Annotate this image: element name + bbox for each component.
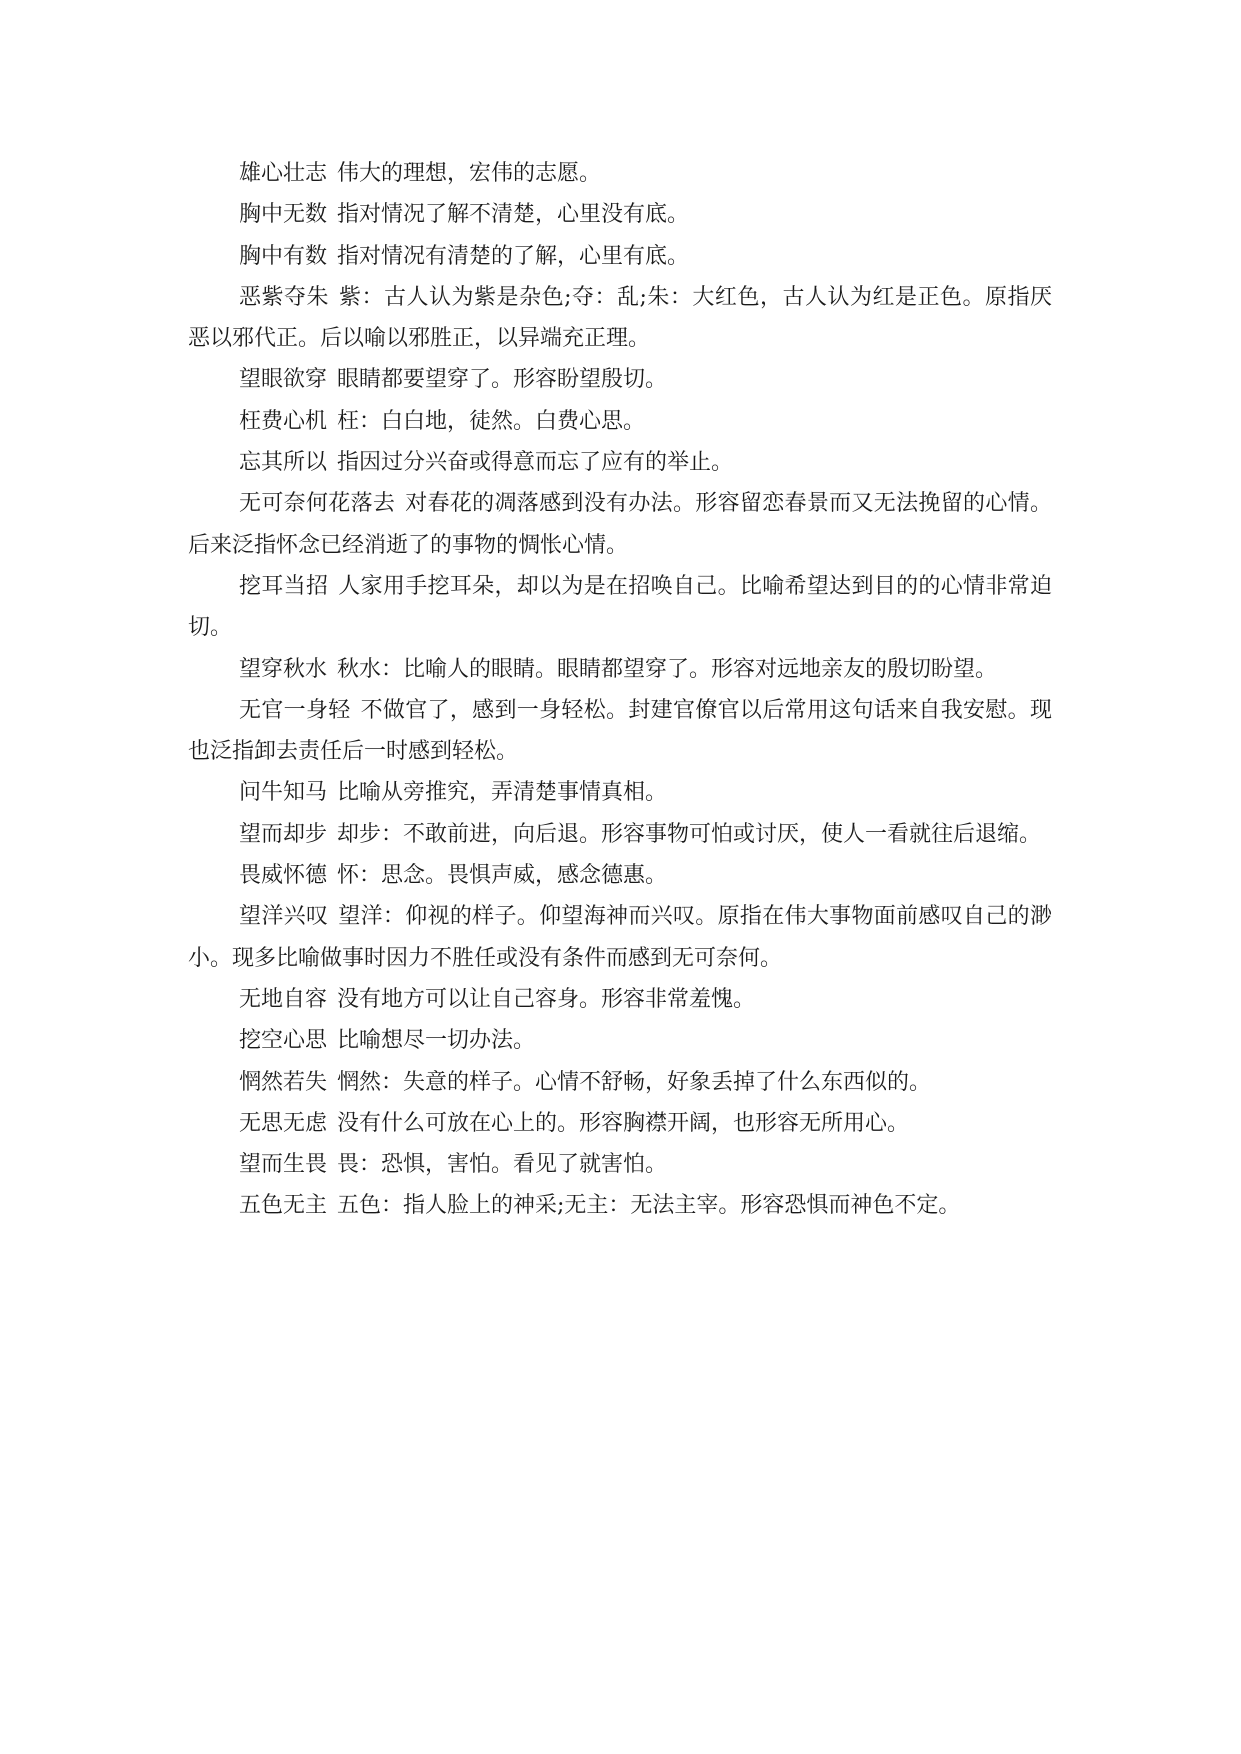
idiom-entry [188, 855, 1052, 896]
idiom-definition: 惘然：失意的样子。心情不舒畅，好象丢掉了什么东西似的。 [337, 1069, 932, 1095]
idiom-term: 枉费心机 [239, 408, 328, 434]
idiom-definition: 紫：古人认为紫是杂色;夺：乱;朱：大红色，古人认为红是正色。原指厌恶以邪代正。后以喻以邪胜正，以异端充正理。 [188, 284, 1052, 352]
idiom-term: 胸中有数 [239, 243, 328, 269]
idiom-definition: 比喻从旁推究，弄清楚事情真相。 [337, 780, 668, 806]
idiom-definition: 却步：不敢前进，向后退。形容事物可怕或讨厌，使人一看就往后退缩。 [337, 821, 1042, 847]
idiom-entry [188, 979, 1052, 1020]
idiom-definition: 五色：指人脸上的神采;无主：无法主宰。形容恐惧而神色不定。 [337, 1193, 961, 1219]
idiom-term: 望而却步 [239, 821, 328, 847]
idiom-entry [188, 153, 1052, 194]
idiom-term: 惘然若失 [239, 1069, 328, 1095]
idiom-definition: 望洋：仰视的样子。仰望海神而兴叹。原指在伟大事物面前感叹自己的渺小。现多比喻做事时因力不胜任或没有条件而感到无可奈何。 [188, 904, 1052, 971]
idiom-term: 无可奈何花落去 [239, 491, 396, 517]
idiom-entry [188, 1103, 1052, 1144]
idiom-entry [188, 442, 1052, 483]
idiom-term: 望眼欲穿 [239, 367, 328, 393]
idiom-term: 雄心壮志 [239, 161, 328, 186]
idiom-entry [188, 1020, 1052, 1061]
idiom-term: 胸中无数 [239, 202, 328, 228]
idiom-term: 望而生畏 [239, 1152, 328, 1178]
idiom-term: 无思无虑 [239, 1110, 328, 1136]
idiom-definition: 怀：思念。畏惧声威，感念德惠。 [337, 863, 668, 889]
idiom-entry [188, 690, 1052, 773]
idiom-entry [188, 359, 1052, 400]
idiom-definition: 没有地方可以让自己容身。形容非常羞愧。 [337, 986, 756, 1012]
idiom-entry [188, 566, 1052, 649]
idiom-entry [188, 1185, 1052, 1226]
idiom-entry [188, 649, 1052, 690]
idiom-definition: 人家用手挖耳朵，却以为是在招唤自己。比喻希望达到目的的心情非常迫切。 [188, 573, 1052, 641]
idiom-definition: 眼睛都要望穿了。形容盼望殷切。 [337, 367, 668, 393]
idiom-definition: 畏：恐惧，害怕。看见了就害怕。 [337, 1152, 668, 1178]
idiom-definition: 枉：白白地，徒然。白费心思。 [337, 408, 646, 434]
idiom-term: 无地自容 [239, 986, 328, 1012]
idiom-term: 畏威怀德 [239, 863, 328, 889]
idiom-definition: 指对情况了解不清楚，心里没有底。 [337, 202, 690, 228]
idiom-term: 望穿秋水 [239, 656, 328, 682]
idiom-definition: 对春花的凋落感到没有办法。形容留恋春景而又无法挽留的心情。后来泛指怀念已经消逝了的事物的惆怅心情。 [188, 491, 1052, 558]
idiom-term: 五色无主 [239, 1193, 328, 1219]
idiom-definition: 指因过分兴奋或得意而忘了应有的举止。 [337, 450, 734, 476]
idiom-term: 望洋兴叹 [239, 904, 329, 930]
idiom-definition: 比喻想尽一切办法。 [337, 1028, 536, 1054]
idiom-definition: 不做官了，感到一身轻松。封建官僚官以后常用这句话来自我安慰。现也泛指卸去责任后一时感到轻松。 [188, 697, 1052, 765]
idiom-entry [188, 236, 1052, 277]
idiom-definition: 伟大的理想，宏伟的志愿。 [337, 161, 602, 186]
idiom-entry [188, 896, 1052, 979]
idiom-term: 挖空心思 [239, 1028, 328, 1054]
idiom-term: 忘其所以 [239, 450, 328, 476]
idiom-entry [188, 277, 1052, 360]
idiom-entry [188, 772, 1052, 813]
idiom-entry [188, 194, 1052, 235]
idiom-entry [188, 483, 1052, 566]
idiom-term: 问牛知马 [239, 780, 328, 806]
idiom-entry [188, 1062, 1052, 1103]
idiom-definition: 秋水：比喻人的眼睛。眼睛都望穿了。形容对远地亲友的殷切盼望。 [337, 656, 998, 682]
idiom-definition: 没有什么可放在心上的。形容胸襟开阔，也形容无所用心。 [337, 1110, 910, 1136]
idiom-term: 挖耳当招 [239, 573, 329, 599]
idiom-term: 恶紫夺朱 [239, 284, 330, 310]
idiom-entry [188, 401, 1052, 442]
idiom-list [188, 153, 1052, 1227]
idiom-term: 无官一身轻 [239, 697, 351, 723]
idiom-entry [188, 814, 1052, 855]
idiom-definition: 指对情况有清楚的了解，心里有底。 [337, 243, 690, 269]
idiom-entry [188, 1144, 1052, 1185]
